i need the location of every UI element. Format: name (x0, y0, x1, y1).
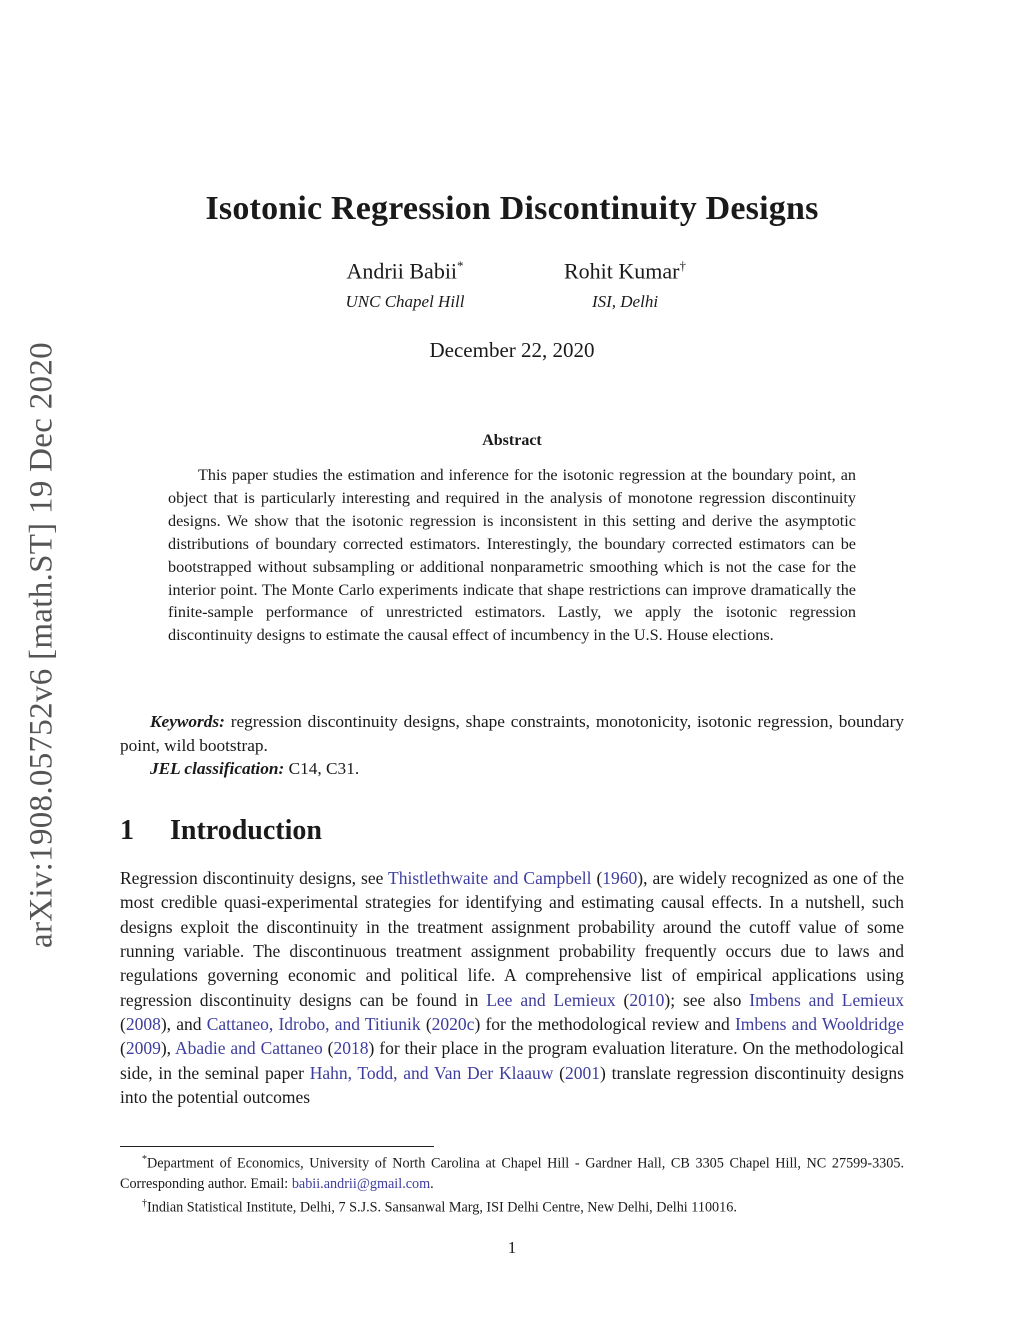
paper-title: Isotonic Regression Discontinuity Designs (205, 190, 819, 227)
author-block-1 (300, 258, 510, 312)
citation-link[interactable]: Imbens and Wooldridge (734, 1014, 905, 1035)
email-link[interactable]: babii.andrii@gmail.com (291, 1175, 431, 1192)
jel-label: JEL classification: (150, 759, 285, 778)
arxiv-identifier: arXiv:1908.05752v6 [math.ST] 19 Dec 2020 (23, 342, 60, 948)
author-affiliation: ISI, Delhi (591, 292, 659, 312)
footnote-mark: * (142, 1154, 147, 1165)
jel-classification (150, 759, 359, 779)
abstract-heading: Abstract (482, 432, 542, 449)
author-footnote-mark: † (679, 258, 686, 273)
citation-link[interactable]: Cattaneo, Idrobo, and Titiunik (206, 1014, 421, 1035)
citation-link[interactable]: Imbens and Lemieux (749, 989, 905, 1010)
citation-link[interactable]: Lee and Lemieux (486, 989, 616, 1010)
citation-year-link[interactable]: 2010 (629, 989, 665, 1010)
keywords-label: Keywords: (150, 712, 225, 731)
author-name: Rohit Kumar† (564, 258, 686, 284)
citation-year-link[interactable]: 2020c (431, 1014, 475, 1035)
citation-link[interactable]: Thistlethwaite and Campbell (388, 868, 592, 888)
citation-link[interactable]: Hahn, Todd, and Van Der Klaauw (309, 1062, 554, 1083)
section-heading (120, 815, 322, 847)
footnotes (120, 1150, 904, 1217)
citation-year-link[interactable]: 2018 (333, 1038, 369, 1059)
page-number: 1 (507, 1238, 517, 1257)
abstract-text: This paper studies the estimation and inference for the isotonic regression at the boundary point, an object that is particularly interesting and required in the analysis of monotone regression discontinuity designs. We show that the isotonic regression is inconsistent in this setting and derive the asymptotic distributions of boundary corrected estimators. Interestingly, the boundary corrected estimators can be bootstrapped without subsampling or additional nonparametric smoothing which is not the case for the interior point. The Monte Carlo experiments indicate that shape restrictions can improve dramatically the finite-sample performance of unrestricted estimators. Lastly, we apply the isotonic regression discontinuity designs to estimate the causal effect of incumbency in the U.S. House elections. (168, 466, 856, 645)
footnote-rule (120, 1146, 434, 1147)
arxiv-sidebar (12, 330, 72, 960)
paper-date: December 22, 2020 (429, 338, 595, 362)
author-affiliation: UNC Chapel Hill (345, 292, 465, 312)
author-block-2 (520, 258, 730, 312)
author-name: Andrii Babii* (346, 258, 464, 284)
author-footnote-mark: * (457, 258, 464, 273)
footnote-1: *Department of Economics, University of North Carolina at Chapel Hill - Gardner Hall, CB 3305 Chapel Hill, NC 27599-3305. Corresponding author. Email: babii.andrii@gmail.com. (120, 1154, 904, 1192)
citation-year-link[interactable]: 2009 (125, 1038, 161, 1059)
jel-codes: C14, C31. (288, 759, 360, 778)
citation-link[interactable]: Abadie and Cattaneo (174, 1038, 323, 1059)
footnote-2: †Indian Statistical Institute, Delhi, 7 S.J.S. Sansanwal Marg, ISI Delhi Centre, New Delhi, Delhi 110016. (142, 1197, 737, 1216)
citation-year-link[interactable]: 2001 (565, 1062, 601, 1083)
section-title: Introduction (170, 815, 322, 846)
citation-year-link[interactable]: 2008 (125, 1014, 161, 1035)
keywords (120, 710, 904, 759)
citation-year-link[interactable]: 1960 (602, 868, 638, 888)
keywords-text: regression discontinuity designs, shape constraints, monotonicity, isotonic regression, boundary point, wild bootstrap. (120, 712, 904, 756)
intro-paragraph: Regression discontinuity designs, see Thistlethwaite and Campbell (1960), are widely recognized as one of the most credible quasi-experimental strategies for identifying and estimating causal effects. In a nutshell, such designs exploit the discontinuity in the treatment assignment probability around the cutoff value of some running variable. The discontinuous treatment assignment probability frequently occurs due to laws and regulations governing economic and political life. A comprehensive list of empirical applications using regression discontinuity designs can be found in Lee and Lemieux (2010); see also Imbens and Lemieux (2008), and Cattaneo, Idrobo, and Titiunik (2020c) for the methodological review and Imbens and Wooldridge (2009), Abadie and Cattaneo (2018) for their place in the program evaluation literature. On the methodological side, in the seminal paper Hahn, Todd, and Van Der Klaauw (2001) translate regression discontinuity designs into the potential outcomes (120, 868, 905, 1108)
footnote-mark: † (142, 1197, 147, 1209)
section-number: 1 (120, 815, 134, 846)
